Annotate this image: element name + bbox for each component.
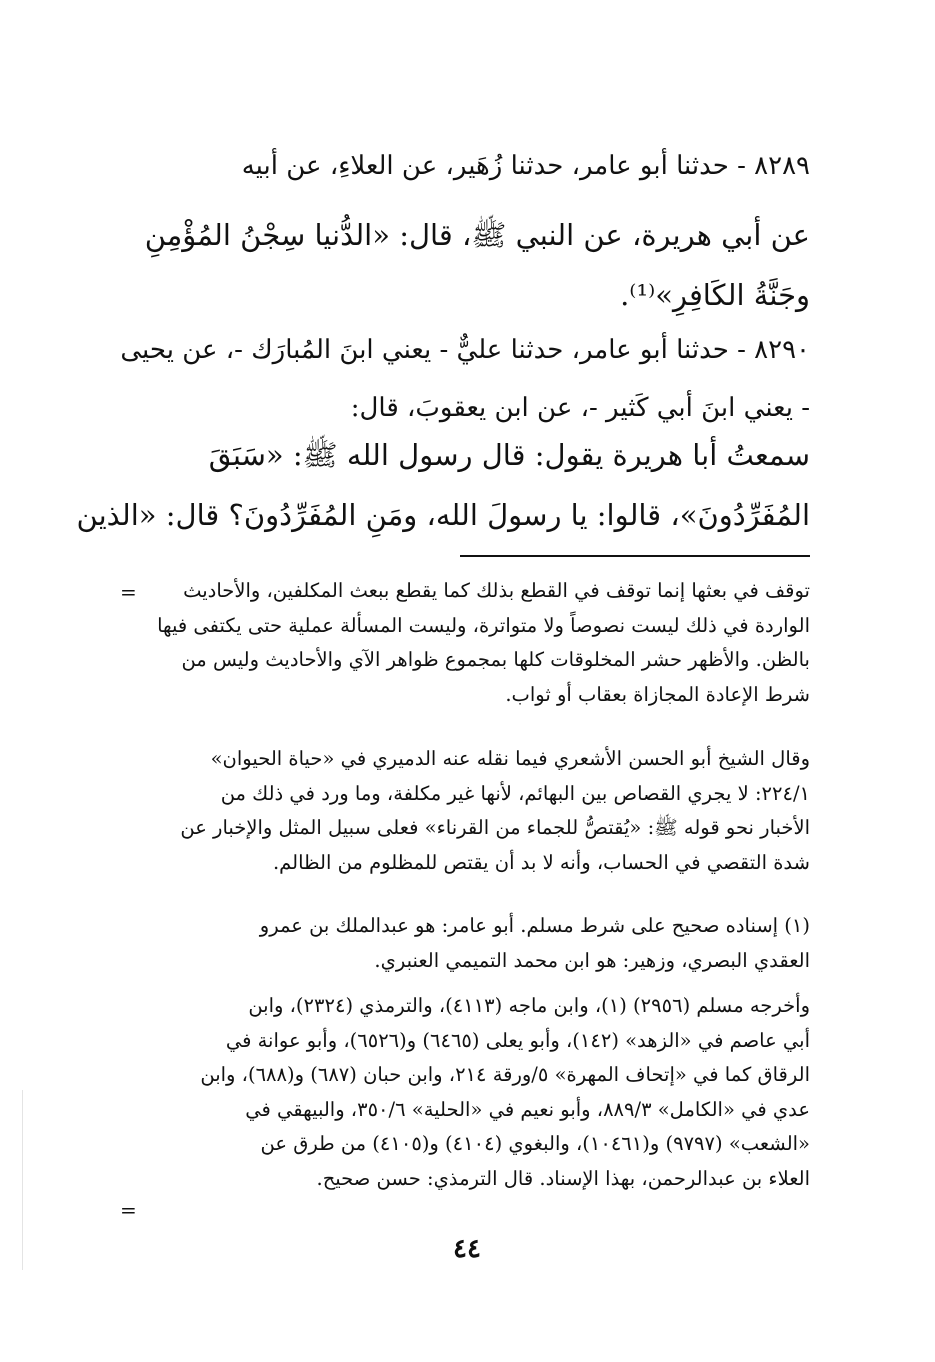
text-line: أبي عاصم في «الزهد» (١٤٢)، وأبو يعلى (٦٤٦٥) و(٦٥٢٦)، وأبو عوانة في	[225, 1028, 810, 1052]
text-line: العقدي البصري، وزهير: هو ابن محمد التميمي العنبري.	[374, 948, 810, 972]
text-line: سمعتُ أبا هريرة يقول: قال رسول الله ﷺ: «سَبَقَ	[208, 438, 810, 472]
page-number: ٤٤	[453, 1234, 481, 1264]
hadith-8290-matn	[76, 425, 810, 545]
text-line: ٨٢٨٩ - حدثنا أبو عامر، حدثنا زُهَير، عن العلاءِ، عن أبيه	[241, 151, 810, 181]
scan-edge-shadow	[22, 1090, 23, 1270]
text-line: (١) إسناده صحيح على شرط مسلم. أبو عامر: هو عبدالملك بن عمرو	[259, 914, 810, 937]
text-line: العلاء بن عبدالرحمن، بهذا الإسناد. قال الترمذي: حسن صحيح.	[316, 1166, 810, 1190]
text-line: - يعني ابنَ أبي كَثير -، عن ابن يعقوبَ، قال:	[350, 393, 810, 423]
footnote-1-takhrij	[105, 989, 810, 1196]
text-line: شدة التقصي في الحساب، وأنه لا بد أن يقتص للمظلوم من الظالم.	[272, 850, 810, 874]
text-line: بالظن. والأظهر حشر المخلوقات كلها بمجموع ظواهر الآي والأحاديث وليس من	[181, 648, 810, 671]
text-line: وأخرجه مسلم (٢٩٥٦) (١)، وابن ماجه (٤١١٣)، والترمذي (٢٣٢٤)، وابن	[248, 994, 810, 1017]
text-line: الأخبار نحو قوله ﷺ: «يُقتصُّ للجماء من القرناء» فعلى سبيل المثل والإخبار عن	[180, 816, 810, 839]
text-line: ٢٢٤/١: لا يجري القصاص بين البهائم، لأنها غير مكلفة، وما ورد في ذلك من	[220, 781, 810, 805]
text-line: وقال الشيخ أبو الحسن الأشعري فيما نقله عنه الدميري في «حياة الحيوان»	[210, 747, 810, 770]
text-line: شرط الإعادة المجازاة بعقاب أو ثواب.	[505, 682, 810, 706]
text-line: عن أبي هريرة، عن النبي ﷺ، قال: «الدُّنيا سِجْنُ المُؤْمِنِ	[144, 218, 810, 252]
footnote-continuation	[105, 574, 810, 712]
footnote-continuation-ashari	[105, 742, 810, 880]
text-line: ٨٢٩٠ - حدثنا أبو عامر، حدثنا عليٌّ - يعني ابنَ المُبارَك -، عن يحيى	[120, 335, 810, 365]
text-line: توقف في بعثها إنما توقف في القطع بذلك كما يقطع ببعث المكلفين، والأحاديث	[183, 579, 810, 602]
continuation-marker: =	[120, 580, 137, 604]
hadith-8290-isnad	[120, 321, 810, 437]
hadith-8289-isnad	[120, 137, 810, 195]
hadith-8289-matn	[120, 205, 810, 325]
text-line: وجَنَّةُ الكَافِرِ»⁽¹⁾.	[620, 278, 810, 312]
end-continuation-marker: =	[120, 1198, 137, 1222]
text-line: «الشعب» (٩٧٩٧) و(١٠٤٦١)، والبغوي (٤١٠٤) و(٤١٠٥) من طرق عن	[260, 1132, 810, 1155]
text-line: عدي في «الكامل» ٨٨٩/٣، وأبو نعيم في «الحلية» ٣٥٠/٦، والبيهقي في	[245, 1097, 810, 1121]
text-line: المُفَرِّدُونَ»، قالوا: يا رسولَ الله، ومَنِ المُفَرِّدُونَ؟ قال: «الذين	[76, 498, 810, 532]
footnote-1	[105, 909, 810, 978]
text-line: الواردة في ذلك ليست نصوصاً ولا متواترة، وليست المسألة عملية حتى يكتفى فيها	[157, 613, 810, 637]
footnote-separator	[460, 555, 810, 557]
text-line: الرقاق كما في «إتحاف المهرة» ٥/ورقة ٢١٤، وابن حبان (٦٨٧) و(٦٨٨)، وابن	[200, 1063, 810, 1086]
